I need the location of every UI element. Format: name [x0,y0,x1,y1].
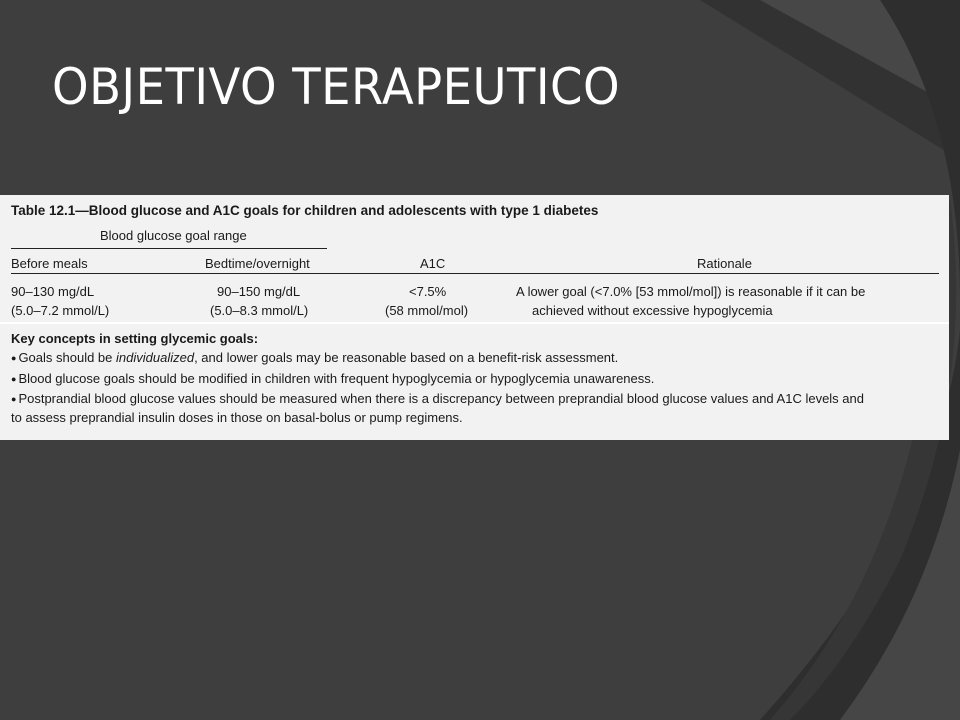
glucose-goals-table [0,195,949,440]
key-concept-item: ● Goals should be individualized, and lower goals may be reasonable based on a benefit-risk assessment. [11,350,619,365]
header-rule [11,273,939,274]
key-concept-item: ● Blood glucose goals should be modified in children with frequent hypoglycemia or hypoglycemia unawareness. [11,371,655,386]
col-header-rationale: Rationale [697,256,752,271]
col-header-a1c: A1C [420,256,446,271]
slide-title: OBJETIVO TERAPEUTICO [52,58,621,116]
section-divider [0,322,949,324]
key-concepts-title: Key concepts in setting glycemic goals: [11,331,259,346]
bullet-icon: ● [11,374,17,384]
table-caption: Table 12.1—Blood glucose and A1C goals for children and adolescents with type 1 diabetes [11,203,599,218]
group-header-rule [11,248,327,249]
bedtime-mgdl: 90–150 mg/dL [217,284,301,299]
a1c-mmol: (58 mmol/mol) [385,303,469,318]
rationale-line-1: A lower goal (<7.0% [53 mmol/mol]) is reasonable if it can be [516,284,866,299]
before-meals-mgdl: 90–130 mg/dL [11,284,95,299]
a1c-percent: <7.5% [409,284,447,299]
before-meals-mmol: (5.0–7.2 mmol/L) [11,303,110,318]
bedtime-mmol: (5.0–8.3 mmol/L) [210,303,309,318]
col-header-bedtime: Bedtime/overnight [205,256,310,271]
bullet-icon: ● [11,394,17,404]
bullet-icon: ● [11,353,17,363]
col-header-before-meals: Before meals [11,256,88,271]
key-concept-item: ● Postprandial blood glucose values should be measured when there is a discrepancy between preprandial blood glucose values and A1C levels and [11,391,864,406]
rationale-line-2: achieved without excessive hypoglycemia [532,303,773,318]
group-header: Blood glucose goal range [100,228,247,243]
key-concept-continuation: to assess preprandial insulin doses in those on basal-bolus or pump regimens. [11,410,463,425]
